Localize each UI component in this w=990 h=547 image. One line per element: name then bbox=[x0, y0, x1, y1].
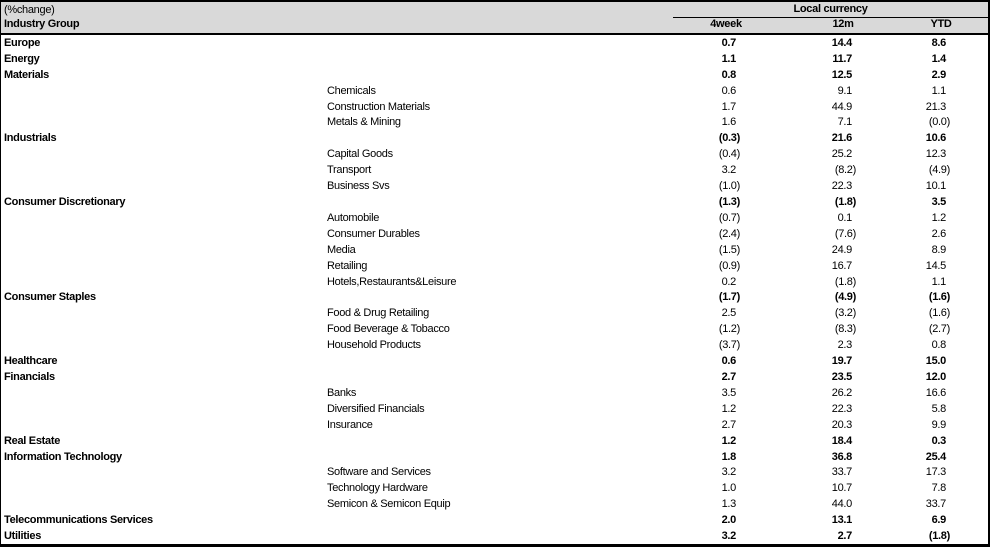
value-cell: 2.0 bbox=[721, 514, 736, 527]
value-cell: 0.1 bbox=[837, 211, 852, 224]
table-row bbox=[1, 258, 988, 274]
value-cell: (0.0) bbox=[928, 116, 950, 129]
table-row bbox=[1, 210, 988, 226]
industry-label: Insurance bbox=[327, 418, 373, 431]
table-row bbox=[1, 369, 988, 385]
table-row bbox=[1, 433, 988, 449]
industry-label: Information Technology bbox=[4, 450, 122, 463]
value-cell: 0.6 bbox=[721, 84, 736, 97]
value-cell: 0.7 bbox=[721, 36, 736, 49]
value-cell: (1.2) bbox=[718, 323, 740, 336]
column-header-12m: 12m bbox=[832, 18, 854, 30]
value-cell: (7.6) bbox=[834, 227, 856, 240]
value-cell: 7.8 bbox=[931, 482, 946, 495]
value-cell: 14.4 bbox=[831, 36, 852, 49]
value-cell: 24.9 bbox=[831, 243, 852, 256]
industry-label: Automobile bbox=[327, 211, 380, 224]
value-cell: 2.7 bbox=[721, 370, 736, 383]
value-cell: 18.4 bbox=[831, 434, 852, 447]
value-cell: (4.9) bbox=[928, 164, 950, 177]
table-row bbox=[1, 353, 988, 369]
value-cell: 21.3 bbox=[925, 100, 946, 113]
value-cell: (0.3) bbox=[718, 132, 740, 145]
table-row bbox=[1, 51, 988, 67]
table-row bbox=[1, 35, 988, 51]
value-cell: 0.2 bbox=[721, 275, 736, 288]
table-row bbox=[1, 337, 988, 353]
column-header-ytd: YTD bbox=[930, 18, 952, 30]
industry-label: Media bbox=[327, 243, 356, 256]
value-cell: (3.7) bbox=[718, 339, 740, 352]
value-cell: 1.2 bbox=[721, 434, 736, 447]
value-cell: 1.6 bbox=[721, 116, 736, 129]
table-row bbox=[1, 226, 988, 242]
table-row bbox=[1, 194, 988, 210]
industry-label: Industrials bbox=[4, 132, 57, 145]
value-cell: (8.3) bbox=[834, 323, 856, 336]
value-cell: (1.8) bbox=[928, 530, 950, 543]
value-cell: 20.3 bbox=[831, 418, 852, 431]
value-cell: 22.3 bbox=[831, 402, 852, 415]
value-cell: 3.5 bbox=[931, 196, 946, 209]
value-cell: (2.4) bbox=[718, 227, 740, 240]
industry-label: Household Products bbox=[327, 339, 421, 352]
value-cell: 2.7 bbox=[721, 418, 736, 431]
industry-label: Banks bbox=[327, 386, 357, 399]
industry-label: Healthcare bbox=[4, 355, 58, 368]
value-cell: (0.4) bbox=[718, 148, 740, 161]
value-cell: 7.1 bbox=[837, 116, 852, 129]
industry-label: Diversified Financials bbox=[327, 402, 425, 415]
value-cell: 3.2 bbox=[721, 530, 736, 543]
value-cell: 11.7 bbox=[832, 52, 852, 65]
value-cell: 1.2 bbox=[931, 211, 946, 224]
industry-group-header: Industry Group bbox=[4, 18, 80, 30]
value-cell: 1.0 bbox=[721, 482, 736, 495]
value-cell: 1.8 bbox=[721, 450, 736, 463]
table-row bbox=[1, 242, 988, 258]
value-cell: (1.8) bbox=[834, 275, 856, 288]
value-cell: 0.3 bbox=[931, 434, 946, 447]
value-cell: 25.4 bbox=[925, 450, 946, 463]
value-cell: 33.7 bbox=[925, 498, 946, 511]
value-cell: 16.6 bbox=[925, 386, 946, 399]
value-cell: (1.6) bbox=[928, 307, 950, 320]
table-row bbox=[1, 480, 988, 496]
value-cell: 15.0 bbox=[925, 355, 946, 368]
table-row bbox=[1, 385, 988, 401]
table-body bbox=[1, 35, 988, 544]
industry-label: Capital Goods bbox=[327, 148, 393, 161]
value-cell: (0.9) bbox=[718, 259, 740, 272]
table-row bbox=[1, 512, 988, 528]
value-cell: 10.1 bbox=[925, 180, 946, 193]
industry-label: Consumer Durables bbox=[327, 227, 420, 240]
value-cell: 25.2 bbox=[831, 148, 852, 161]
value-cell: (1.3) bbox=[718, 196, 740, 209]
industry-label: Technology Hardware bbox=[327, 482, 428, 495]
value-cell: 44.9 bbox=[831, 100, 852, 113]
value-cell: 36.8 bbox=[831, 450, 852, 463]
value-cell: 26.2 bbox=[831, 386, 852, 399]
table-row bbox=[1, 464, 988, 480]
value-cell: (1.0) bbox=[718, 180, 740, 193]
value-cell: 8.6 bbox=[931, 36, 946, 49]
value-cell: 9.1 bbox=[837, 84, 852, 97]
table-row bbox=[1, 178, 988, 194]
value-cell: 16.7 bbox=[831, 259, 852, 272]
table-row bbox=[1, 162, 988, 178]
value-cell: 2.5 bbox=[721, 307, 736, 320]
value-cell: 17.3 bbox=[925, 466, 946, 479]
table-row bbox=[1, 528, 988, 544]
value-cell: 6.9 bbox=[931, 514, 946, 527]
industry-label: Business Svs bbox=[327, 180, 390, 193]
table-row bbox=[1, 305, 988, 321]
value-cell: 2.6 bbox=[931, 227, 946, 240]
industry-label: Telecommunications Services bbox=[4, 514, 153, 527]
value-cell: 2.9 bbox=[931, 68, 946, 81]
value-cell: 1.4 bbox=[931, 52, 946, 65]
header-row-currency bbox=[1, 2, 988, 17]
industry-label: Financials bbox=[4, 370, 55, 383]
industry-label: Food Beverage & Tobacco bbox=[327, 323, 450, 336]
column-header-4week: 4week bbox=[710, 18, 742, 30]
value-cell: 12.0 bbox=[925, 370, 946, 383]
table-header bbox=[1, 2, 988, 35]
value-cell: 21.6 bbox=[831, 132, 852, 145]
industry-label: Metals & Mining bbox=[327, 116, 401, 129]
value-cell: (3.2) bbox=[834, 307, 856, 320]
value-cell: 10.7 bbox=[831, 482, 852, 495]
value-cell: (2.7) bbox=[928, 323, 950, 336]
table-row bbox=[1, 321, 988, 337]
value-cell: 33.7 bbox=[831, 466, 852, 479]
table-row bbox=[1, 496, 988, 512]
industry-label: Hotels,Restaurants&Leisure bbox=[327, 275, 457, 288]
value-cell: 44.0 bbox=[831, 498, 852, 511]
industry-label: Consumer Staples bbox=[4, 291, 96, 304]
table-row bbox=[1, 417, 988, 433]
value-cell: 2.3 bbox=[837, 339, 852, 352]
industry-label: Semicon & Semicon Equip bbox=[327, 498, 451, 511]
value-cell: 10.6 bbox=[925, 132, 946, 145]
value-cell: 12.5 bbox=[831, 68, 852, 81]
value-cell: 1.3 bbox=[721, 498, 736, 511]
header-row-columns bbox=[1, 17, 988, 33]
table-row bbox=[1, 290, 988, 306]
industry-label: Retailing bbox=[327, 259, 368, 272]
table-row bbox=[1, 67, 988, 83]
value-cell: 0.8 bbox=[721, 68, 736, 81]
value-cell: (1.8) bbox=[834, 196, 856, 209]
value-cell: 23.5 bbox=[831, 370, 852, 383]
value-cell: 3.2 bbox=[721, 466, 736, 479]
value-cell: (1.7) bbox=[718, 291, 740, 304]
value-cell: 1.7 bbox=[721, 100, 736, 113]
industry-label: Transport bbox=[327, 164, 371, 177]
value-cell: 3.2 bbox=[721, 164, 736, 177]
industry-label: Construction Materials bbox=[327, 100, 430, 113]
value-cell: 3.5 bbox=[721, 386, 736, 399]
table-row bbox=[1, 146, 988, 162]
table-row bbox=[1, 449, 988, 465]
value-cell: 1.1 bbox=[721, 52, 736, 65]
value-cell: (1.6) bbox=[928, 291, 950, 304]
value-cell: 8.9 bbox=[931, 243, 946, 256]
value-cell: 5.8 bbox=[931, 402, 946, 415]
value-cell: 0.8 bbox=[931, 339, 946, 352]
industry-label: Chemicals bbox=[327, 84, 376, 97]
value-cell: (8.2) bbox=[834, 164, 856, 177]
value-cell: 22.3 bbox=[831, 180, 852, 193]
table-row bbox=[1, 83, 988, 99]
value-cell: (1.5) bbox=[718, 243, 740, 256]
industry-label: Materials bbox=[4, 68, 49, 81]
industry-label: Software and Services bbox=[327, 466, 431, 479]
industry-label: Europe bbox=[4, 36, 41, 49]
value-cell: 14.5 bbox=[925, 259, 946, 272]
table-row bbox=[1, 274, 988, 290]
value-cell: 2.7 bbox=[837, 530, 852, 543]
industry-label: Real Estate bbox=[4, 434, 61, 447]
value-cell: (0.7) bbox=[718, 211, 740, 224]
local-currency-header: Local currency bbox=[673, 2, 988, 18]
industry-label: Consumer Discretionary bbox=[4, 196, 126, 209]
value-cell: 12.3 bbox=[925, 148, 946, 161]
value-cell: 1.2 bbox=[721, 402, 736, 415]
value-cell: 9.9 bbox=[931, 418, 946, 431]
value-cell: 0.6 bbox=[721, 355, 736, 368]
value-cell: 1.1 bbox=[931, 84, 946, 97]
value-cell: 1.1 bbox=[931, 275, 946, 288]
value-cell: 19.7 bbox=[831, 355, 852, 368]
industry-label: Utilities bbox=[4, 530, 42, 543]
table-row bbox=[1, 99, 988, 115]
table-row bbox=[1, 130, 988, 146]
table-row bbox=[1, 401, 988, 417]
table-row bbox=[1, 115, 988, 131]
percent-change-label: (%change) bbox=[4, 4, 55, 16]
value-cell: 13.1 bbox=[831, 514, 852, 527]
industry-label: Food & Drug Retailing bbox=[327, 307, 429, 320]
industry-label: Energy bbox=[4, 52, 40, 65]
value-cell: (4.9) bbox=[834, 291, 856, 304]
